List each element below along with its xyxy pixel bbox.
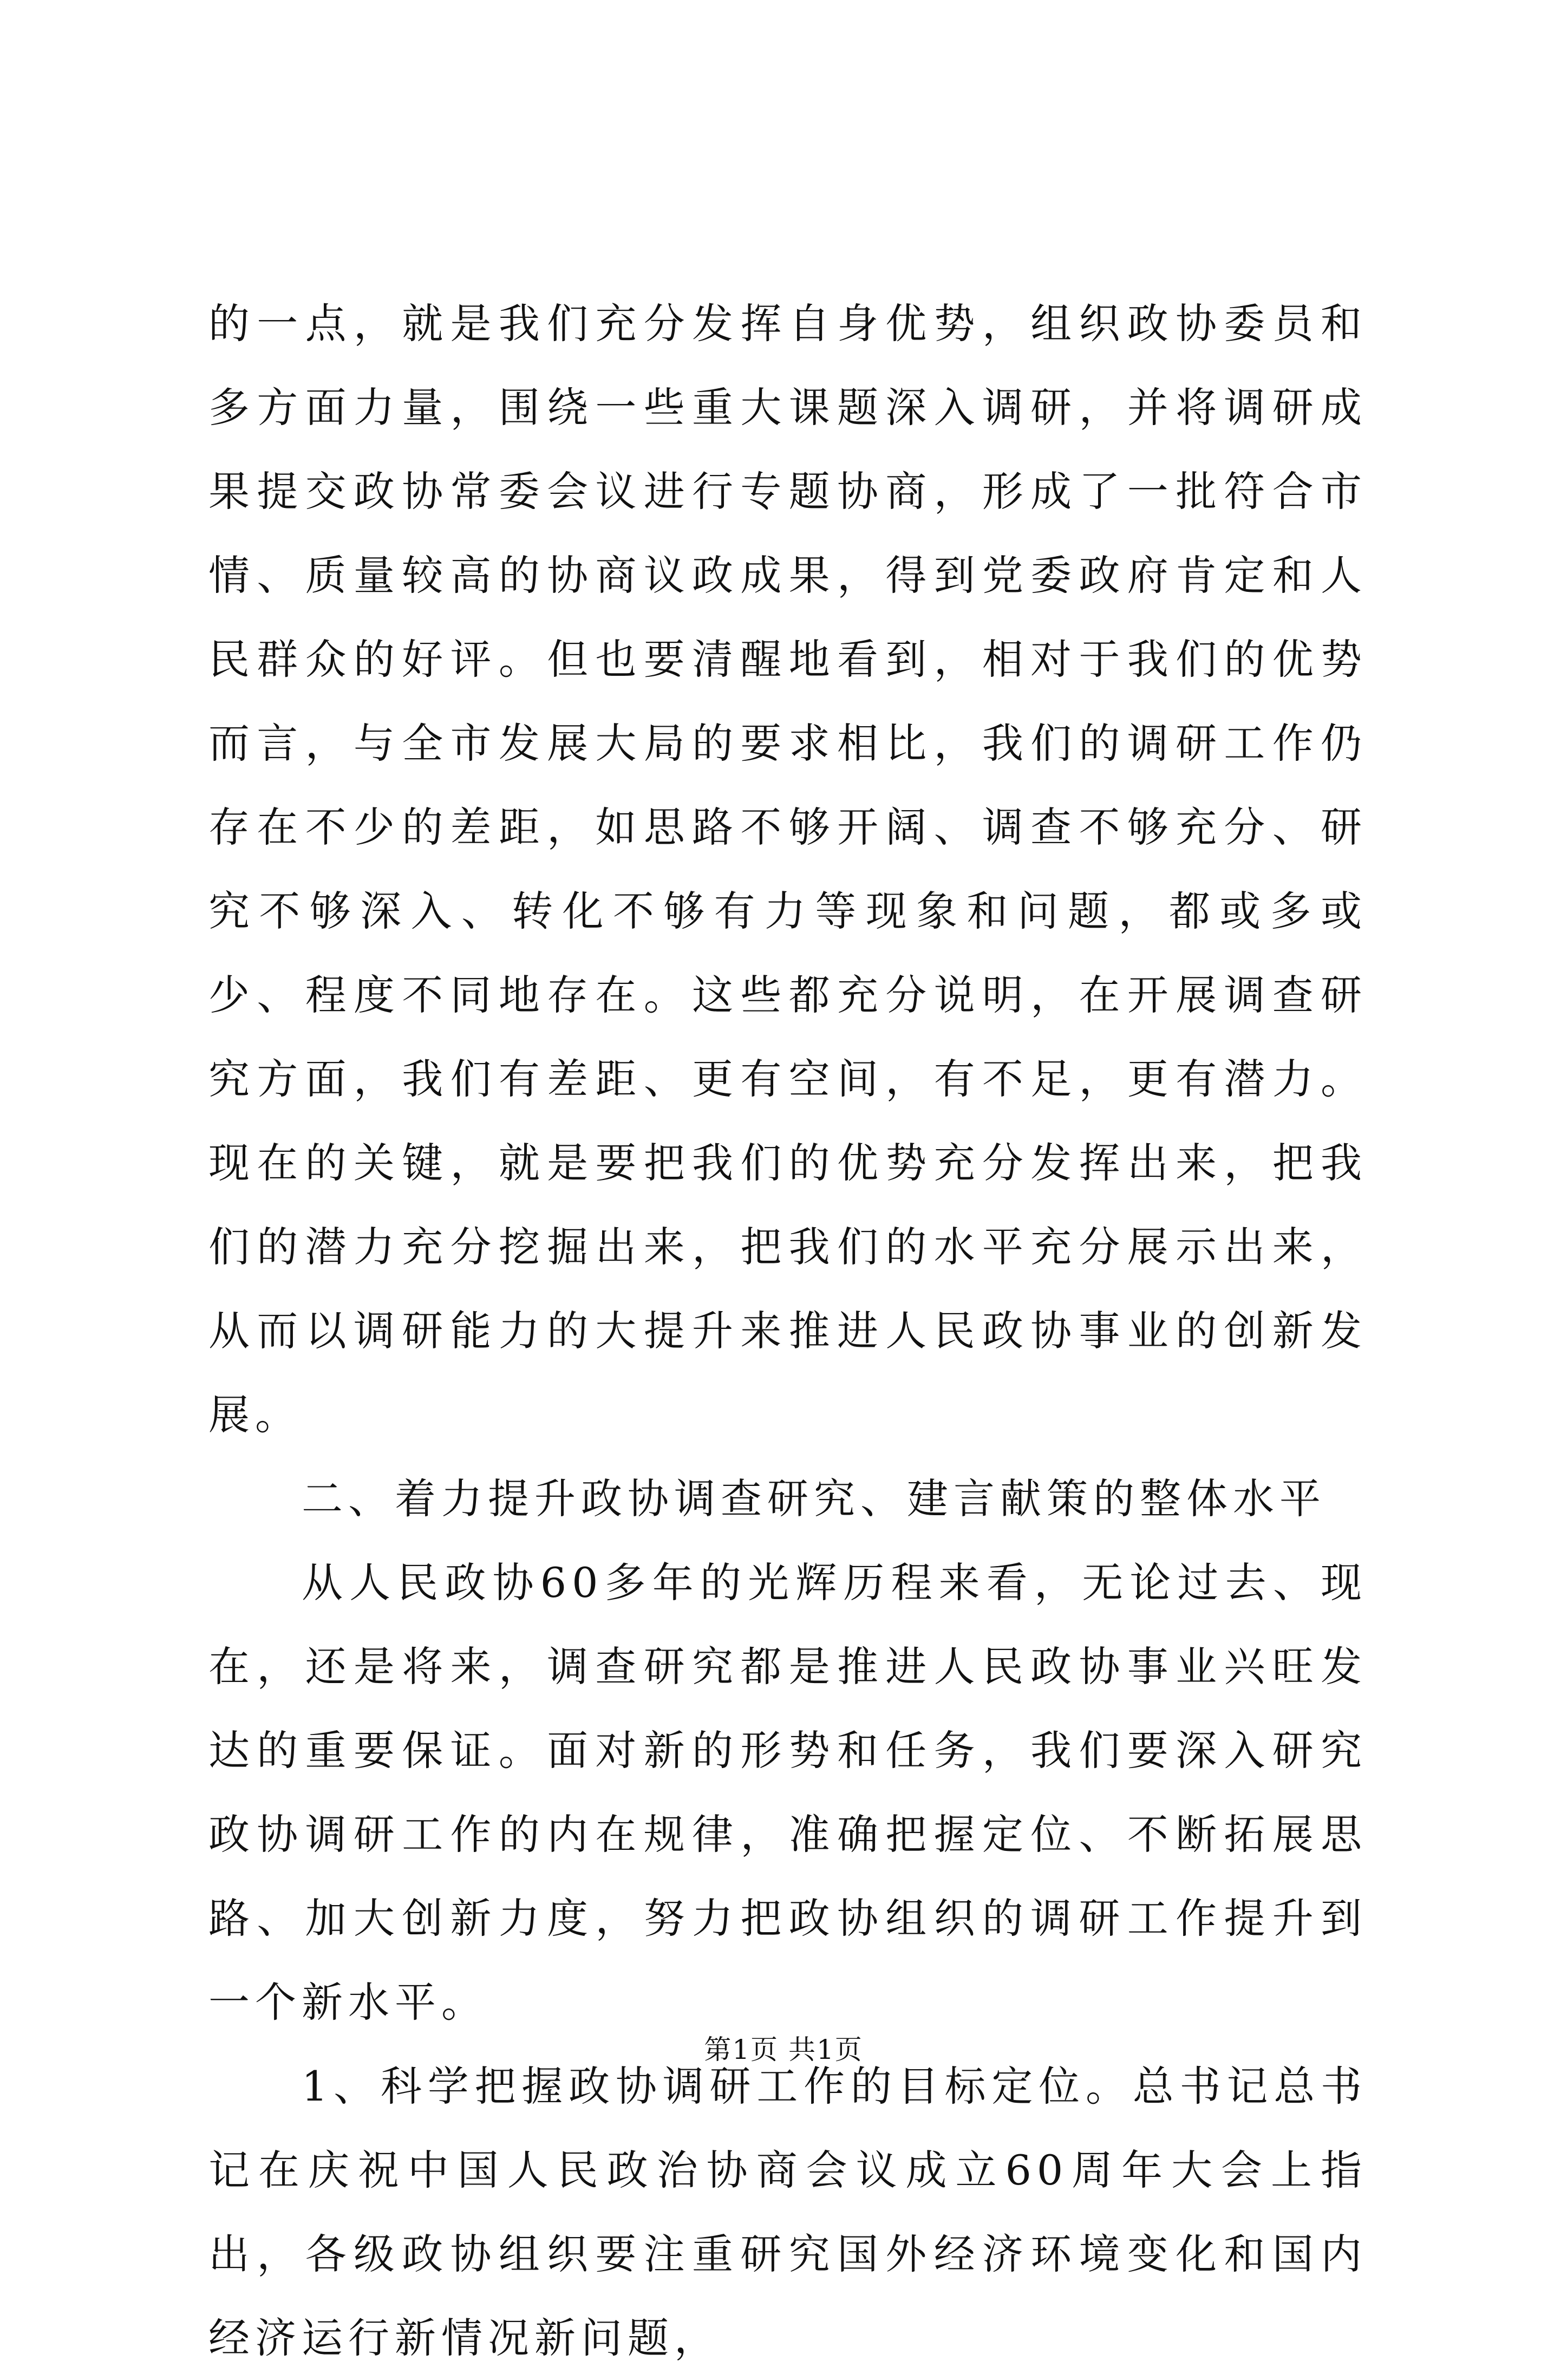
page-footer: 第1页 共1页 (704, 2034, 863, 2065)
paragraph: 1、科学把握政协调研工作的目标定位。总书记总书记在庆祝中国人民政治协商会议成立60周年大会上指出，各级政协组织要注重研究国外经济环境变化和国内经济运行新情况新问题， (208, 2062, 1367, 2362)
section-heading: 二、着力提升政协调查研究、建言献策的整体水平 (302, 1475, 1326, 1523)
paragraph: 从人民政协60多年的光辉历程来看，无论过去、现在，还是将来，调查研究都是推进人民政协事业兴旺发达的重要保证。面对新的形势和任务，我们要深入研究政协调研工作的内在规律，准确把握定位、不断拓展思路、加大创新力度，努力把政协组织的调研工作提升到一个新水平。 (208, 1559, 1367, 2026)
paragraph-continuation: 的一点，就是我们充分发挥自身优势，组织政协委员和多方面力量，围绕一些重大课题深入调研，并将调研成果提交政协常委会议进行专题协商，形成了一批符合市情、质量较高的协商议政成果，得到党委政府肯定和人民群众的好评。但也要清醒地看到，相对于我们的优势而言，与全市发展大局的要求相比，我们的调研工作仍存在不少的差距，如思路不够开阔、调查不够充分、研究不够深入、转化不够有力等现象和问题，都或多或少、程度不同地存在。这些都充分说明，在开展调查研究方面，我们有差距、更有空间，有不足，更有潜力。现在的关键，就是要把我们的优势充分发挥出来，把我们的潜力充分挖掘出来，把我们的水平充分展示出来，从而以调研能力的大提升来推进人民政协事业的创新发展。 (208, 299, 1367, 1439)
